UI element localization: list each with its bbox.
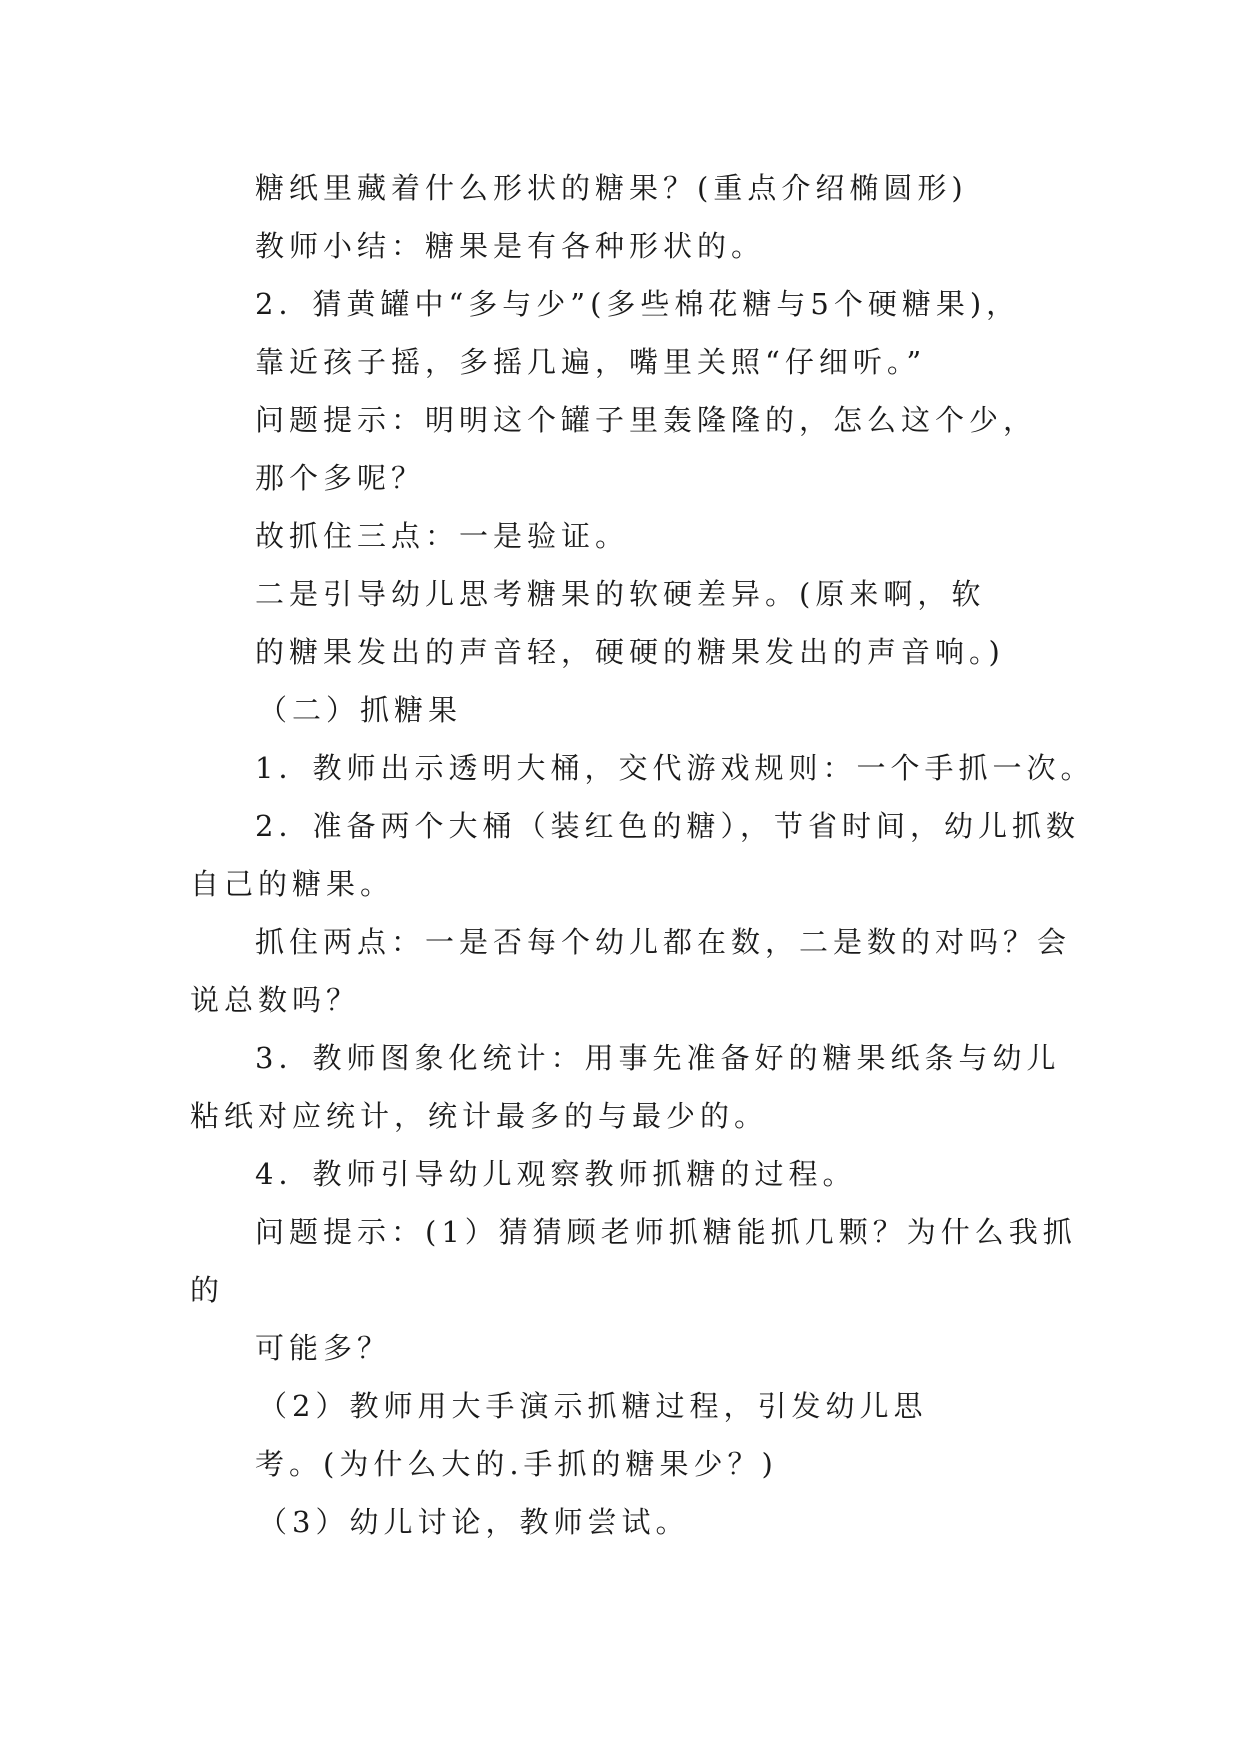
text-line: 糖纸里藏着什么形状的糖果？(重点介绍椭圆形) [255, 171, 968, 205]
text-line: 的 [190, 1273, 225, 1307]
text-line: 3．教师图象化统计：用事先准备好的糖果纸条与幼儿 [255, 1041, 1061, 1075]
text-line: 那个多呢？ [255, 461, 426, 495]
text-line: 说总数吗？ [190, 983, 361, 1017]
text-line: （2）教师用大手演示抓糖过程，引发幼儿思 [258, 1389, 928, 1423]
text-line: 2．准备两个大桶（装红色的糖），节省时间，幼儿抓数 [255, 809, 1080, 843]
text-line: 问题提示：(1）猜猜顾老师抓糖能抓几颗？为什么我抓 [255, 1215, 1077, 1249]
text-line: 粘纸对应统计，统计最多的与最少的。 [190, 1099, 769, 1133]
text-line: （3）幼儿讨论，教师尝试。 [258, 1505, 690, 1539]
section-heading: （二）抓糖果 [258, 693, 463, 727]
text-line: 可能多？ [255, 1331, 392, 1365]
text-line: 问题提示：明明这个罐子里轰隆隆的，怎么这个少， [255, 403, 1038, 437]
text-line: 考。(为什么大的.手抓的糖果少？) [255, 1447, 778, 1481]
text-line: 的糖果发出的声音轻，硬硬的糖果发出的声音响。) [255, 635, 1005, 669]
text-line: 教师小结：糖果是有各种形状的。 [255, 229, 766, 263]
text-line: 2．猜黄罐中“多与少”(多些棉花糖与5个硬糖果)， [255, 287, 1021, 321]
text-line: 故抓住三点：一是验证。 [255, 519, 630, 553]
text-line: 靠近孩子摇，多摇几遍，嘴里关照“仔细听。” [255, 345, 927, 379]
text-line: 1．教师出示透明大桶，交代游戏规则：一个手抓一次。 [255, 751, 1095, 785]
text-line: 抓住两点：一是否每个幼儿都在数，二是数的对吗？会 [255, 925, 1072, 959]
text-line: 4．教师引导幼儿观察教师抓糖的过程。 [255, 1157, 857, 1191]
text-line: 二是引导幼儿思考糖果的软硬差异。(原来啊，软 [255, 577, 986, 611]
text-line: 自己的糖果。 [190, 867, 395, 901]
